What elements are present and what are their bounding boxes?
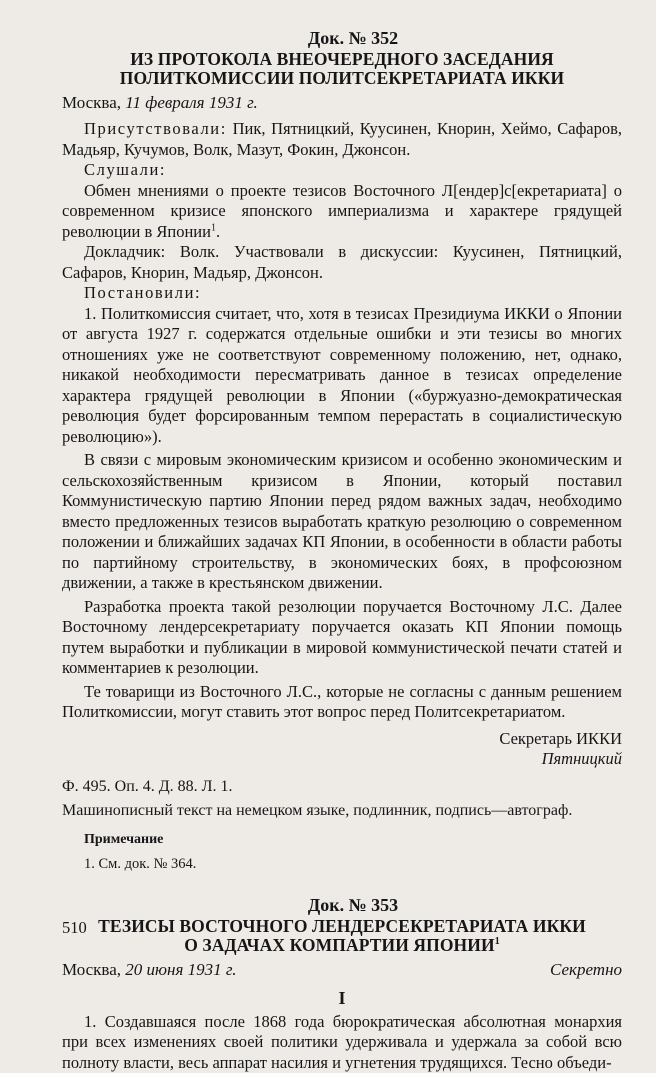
present-paragraph — [62, 119, 622, 160]
doc-353-place: Москва, — [62, 960, 121, 979]
section-number: I — [62, 988, 622, 1008]
signature-name: Пятницкий — [62, 749, 622, 769]
heard-text: Обмен мнениями о проекте тезисов Восточного Л[ендер]с[екретариата] о современном кризисе японского империализма и характере грядущей революции в Японии — [62, 181, 622, 241]
heard-label: Слушали: — [62, 160, 622, 181]
heard-footnote-mark: 1 — [211, 222, 216, 233]
speaker-paragraph: Докладчик: Волк. Участвовали в дискуссии: Куусинен, Пятницкий, Сафаров, Кнорин, Мадьяр, Джонсон. — [62, 242, 622, 283]
archive-reference: Ф. 495. Оп. 4. Д. 88. Л. 1. — [62, 777, 622, 797]
doc-352-title-line-2: ПОЛИТКОМИССИИ ПОЛИТСЕКРЕТАРИАТА ИККИ — [62, 69, 622, 88]
resolution-paragraph-3: Разработка проекта такой резолюции поручается Восточному Л.С. Далее Восточному лендерсекретариату поручается оказать КП Японии помощь путем выработки и публикации в мировой коммунистической печати статей и комментариев к резолюции. — [62, 597, 622, 679]
present-list: Пик, Пятницкий, Куусинен, Кнорин, Хеймо, Сафаров, Мадьяр, Кучумов, Волк, Мазут, Фокин, Джонсон. — [62, 119, 622, 159]
resolution-paragraph-2: В связи с мировым экономическим кризисом и особенно экономическим и сельскохозяйственным кризисом в Японии, который поставил Коммунистическую партию Японии перед рядом важных задач, необходимо вместо предложенных тезисов выработать краткую резолюцию о современном положении и ближайших задачах КП Японии, в особенности в области работы по партийному строительству, в экономических боях, в профсоюзном движении, а также в крестьянском движении. — [62, 450, 622, 594]
heard-paragraph: Обмен мнениями о проекте тезисов Восточного Л[ендер]с[екретариата] о современном кризисе японского империализма и характере грядущей революции в Японии$^1$. — [62, 181, 622, 243]
archive-note: Машинописный текст на немецком языке, подлинник, подпись—автограф. — [62, 801, 622, 821]
page-number: 510 — [62, 918, 87, 938]
resolved-label: Постановили: — [62, 283, 622, 304]
doc-353-number: Док. № 353 — [84, 895, 622, 915]
doc-353-footnote-mark: 1 — [495, 936, 500, 947]
doc-352-body — [62, 119, 622, 723]
present-label: Присутствовали: — [84, 119, 227, 138]
doc-353-date: 20 июня 1931 г. — [125, 960, 236, 979]
doc-352-place-date — [62, 92, 622, 113]
doc-353-title-text: О ЗАДАЧАХ КОМПАРТИИ ЯПОНИИ — [184, 935, 494, 955]
doc-352-date: 11 февраля 1931 г. — [125, 93, 257, 112]
resolution-paragraph-1: 1. Политкомиссия считает, что, хотя в тезисах Президиума ИККИ о Японии от августа 1927 г. содержатся отдельные ошибки и эти тезисы во многих отношениях уже не соответствуют современному положению, нет, однако, никакой необходимости пересматривать данное в тезисах определение характера грядущей революции в Японии («буржуазно-демократическая революция будет форсированным темпом перерастать в социалистическую революцию»). — [62, 304, 622, 448]
signature-title: Секретарь ИККИ — [62, 729, 622, 749]
doc-352-number: Док. № 352 — [84, 28, 622, 48]
resolution-paragraph-4: Те товарищи из Восточного Л.С., которые не согласны с данным решением Политкомиссии, могут ставить этот вопрос перед Политсекретариатом. — [62, 682, 622, 723]
doc-353-title-line-1: ТЕЗИСЫ ВОСТОЧНОГО ЛЕНДЕРСЕКРЕТАРИАТА ИККИ — [62, 917, 622, 936]
classification-label: Секретно — [550, 959, 622, 980]
note-heading: Примечание — [84, 831, 622, 849]
doc-353-title-line-2 — [62, 936, 622, 955]
doc-353-place-date — [62, 959, 622, 980]
note-item-1: 1. См. док. № 364. — [84, 855, 622, 873]
doc-352-place: Москва, — [62, 93, 121, 112]
doc-353-paragraph-1: 1. Создавшаяся после 1868 года бюрократическая абсолютная монархия при всех изменениях своей политики удерживала и удержала за собой всю полноту власти, весь аппарат насилия и угнетения трудящихся. Тесно объеди- — [62, 1012, 622, 1073]
doc-352-title-line-1: ИЗ ПРОТОКОЛА ВНЕОЧЕРЕДНОГО ЗАСЕДАНИЯ — [62, 50, 622, 69]
